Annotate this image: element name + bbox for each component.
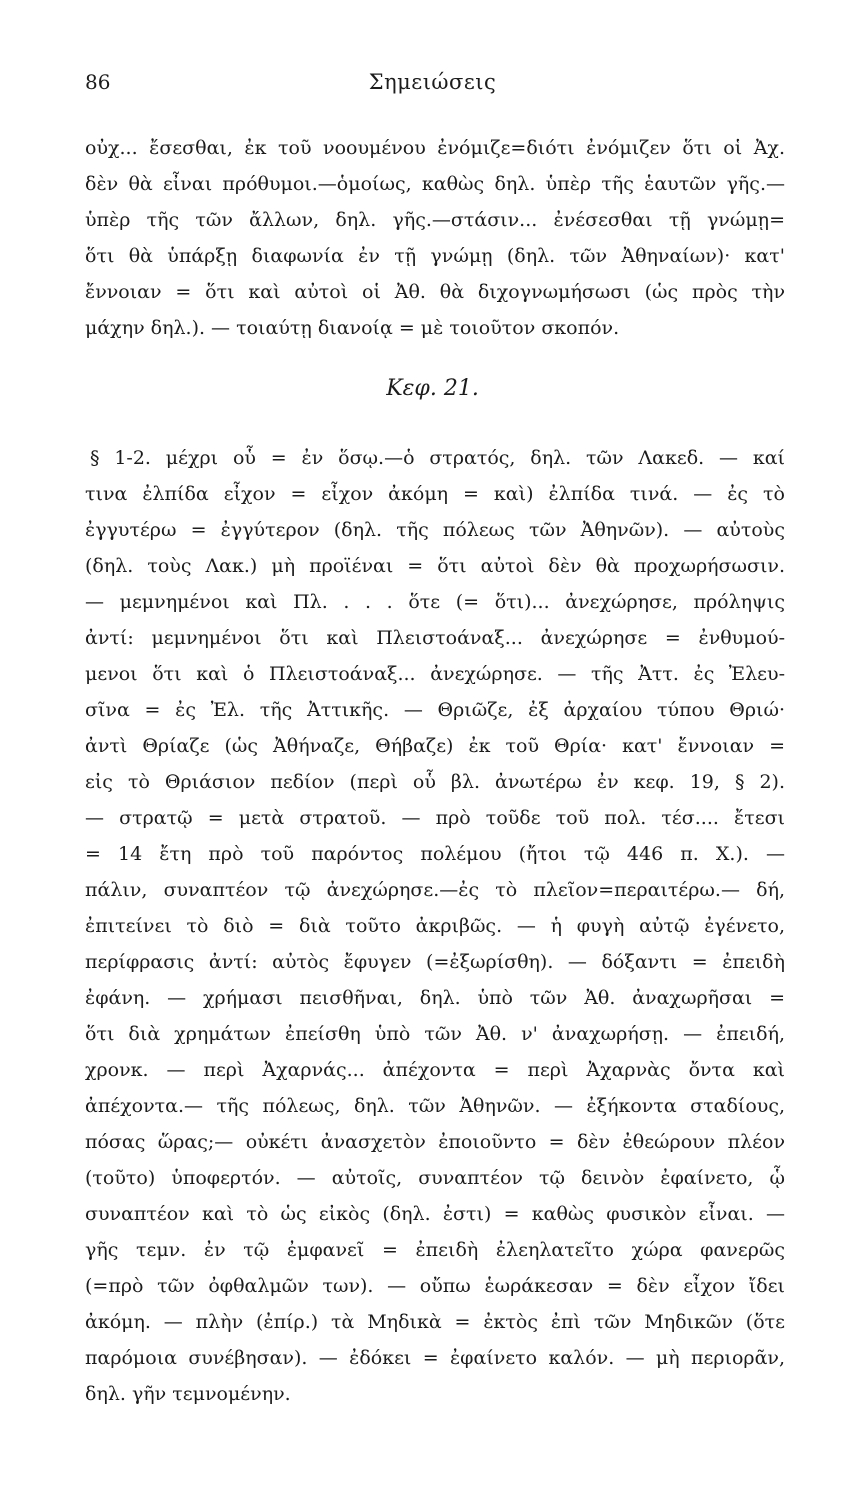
chapter-notes-block (85, 440, 785, 1412)
text-line: ἀπέχοντα.— τῆς πόλεως, δηλ. τῶν Ἀθηνῶν. — ἐξήκοντα σταδίους, (85, 1095, 785, 1117)
text-line: ἔννοιαν = ὅτι καὶ αὐτοὶ οἱ Ἀθ. θὰ διχογνωμήσωσι (ὡς πρὸς τὴν (85, 281, 785, 303)
text-line: σῖνα = ἐς Ἐλ. τῆς Ἀττικῆς. — Θριῶζε, ἐξ ἀρχαίου τύπου Θριώ· (85, 699, 785, 721)
text-line: πόσας ὥρας;— οὐκέτι ἀνασχετὸν ἐποιοῦντο = δὲν ἐθεώρουν πλέον (85, 1131, 785, 1153)
text-line: ἐπιτείνει τὸ διὸ = διὰ τοῦτο ἀκριβῶς. — ἡ φυγὴ αὐτῷ ἐγένετο, (85, 915, 785, 937)
text-line: ἀκόμη. — πλὴν (ἐπίρ.) τὰ Μηδικὰ = ἐκτὸς ἐπὶ τῶν Μηδικῶν (ὅτε (85, 1311, 785, 1333)
text-line: εἰς τὸ Θριάσιον πεδίον (περὶ οὗ βλ. ἀνωτέρω ἐν κεφ. 19, § 2). (85, 771, 785, 793)
continued-notes-block (85, 130, 785, 346)
text-line: (=πρὸ τῶν ὀφθαλμῶν των). — οὔπω ἑωράκεσαν = δὲν εἶχον ἴδει (85, 1275, 785, 1297)
text-line: μενοι ὅτι καὶ ὁ Πλειστοάναξ... ἀνεχώρησε. — τῆς Ἀττ. ἐς Ἐλευ- (85, 663, 785, 685)
text-line: δηλ. γῆν τεμνομένην. (85, 1383, 291, 1405)
text-line: πάλιν, συναπτέον τῷ ἀνεχώρησε.—ἐς τὸ πλεῖον=περαιτέρω.— δή, (85, 879, 785, 901)
text-line: γῆς τεμν. ἐν τῷ ἐμφανεῖ = ἐπειδὴ ἐλεηλατεῖτο χώρα φανερῶς (85, 1239, 785, 1261)
text-line: περίφρασις ἀντί: αὐτὸς ἔφυγεν (=ἐξωρίσθη). — δόξαντι = ἐπειδὴ (85, 951, 785, 973)
chapter-heading: Κεφ. 21. (386, 376, 479, 401)
text-line: τινα ἐλπίδα εἶχον = εἶχον ἀκόμη = καὶ) ἐλπίδα τινά. — ἐς τὸ (85, 483, 785, 505)
running-title: Σημειώσεις (368, 70, 497, 94)
text-line: οὐχ... ἔσεσθαι, ἐκ τοῦ νοουμένου ἐνόμιζε=διότι ἐνόμιζεν ὅτι οἱ Ἀχ. (85, 137, 785, 159)
text-line: ὅτι διὰ χρημάτων ἐπείσθη ὑπὸ τῶν Ἀθ. ν' ἀναχωρήσῃ. — ἐπειδή, (85, 1023, 785, 1045)
text-line: ἐγγυτέρω = ἐγγύτερον (δηλ. τῆς πόλεως τῶν Ἀθηνῶν). — αὐτοὺς (85, 519, 785, 541)
text-line: ὑπὲρ τῆς τῶν ἄλλων, δηλ. γῆς.—στάσιν... ἐνέσεσθαι τῇ γνώμῃ= (85, 209, 785, 231)
text-line: παρόμοια συνέβησαν). — ἐδόκει = ἐφαίνετο καλόν. — μὴ περιορᾶν, (85, 1347, 785, 1369)
text-line: ἀντί: μεμνημένοι ὅτι καὶ Πλειστοάναξ... ἀνεχώρησε = ἐνθυμού- (85, 627, 785, 649)
text-line: (δηλ. τοὺς Λακ.) μὴ προϊέναι = ὅτι αὐτοὶ δὲν θὰ προχωρήσωσιν. (85, 555, 785, 577)
text-line: συναπτέον καὶ τὸ ὡς εἰκὸς (δηλ. ἐστι) = καθὼς φυσικὸν εἶναι. — (85, 1203, 785, 1225)
text-line: ὅτι θὰ ὑπάρξῃ διαφωνία ἐν τῇ γνώμῃ (δηλ. τῶν Ἀθηναίων)· κατ' (85, 245, 785, 267)
text-line: — στρατῷ = μετὰ στρατοῦ. — πρὸ τοῦδε τοῦ πολ. τέσ.... ἔτεσι (85, 807, 785, 829)
text-line: = 14 ἔτη πρὸ τοῦ παρόντος πολέμου (ἤτοι τῷ 446 π. Χ.). — (85, 843, 785, 865)
page-number: 86 (85, 70, 111, 94)
text-line: μάχην δηλ.). — τοιαύτῃ διανοίᾳ = μὲ τοιοῦτον σκοπόν. (85, 317, 620, 339)
page-header (85, 70, 780, 100)
text-line: δὲν θὰ εἶναι πρόθυμοι.—ὁμοίως, καθὼς δηλ. ὑπὲρ τῆς ἑαυτῶν γῆς.— (85, 173, 785, 195)
text-line: (τοῦτο) ὑποφερτόν. — αὐτοῖς, συναπτέον τῷ δεινὸν ἐφαίνετο, ᾧ (85, 1167, 785, 1189)
text-line: ἀντὶ Θρίαζε (ὡς Ἀθήναζε, Θήβαζε) ἐκ τοῦ Θρία· κατ' ἔννοιαν = (85, 735, 785, 757)
text-line: § 1-2. μέχρι οὗ = ἐν ὅσῳ.—ὁ στρατός, δηλ. τῶν Λακεδ. — καί (90, 447, 785, 469)
text-line: ἐφάνη. — χρήμασι πεισθῆναι, δηλ. ὑπὸ τῶν Ἀθ. ἀναχωρῆσαι = (85, 987, 785, 1009)
text-line: χρονκ. — περὶ Ἀχαρνάς... ἀπέχοντα = περὶ Ἀχαρνὰς ὄντα καὶ (85, 1059, 785, 1081)
text-line: — μεμνημένοι καὶ Πλ. . . . ὅτε (= ὅτι)... ἀνεχώρησε, πρόληψις (85, 591, 785, 613)
